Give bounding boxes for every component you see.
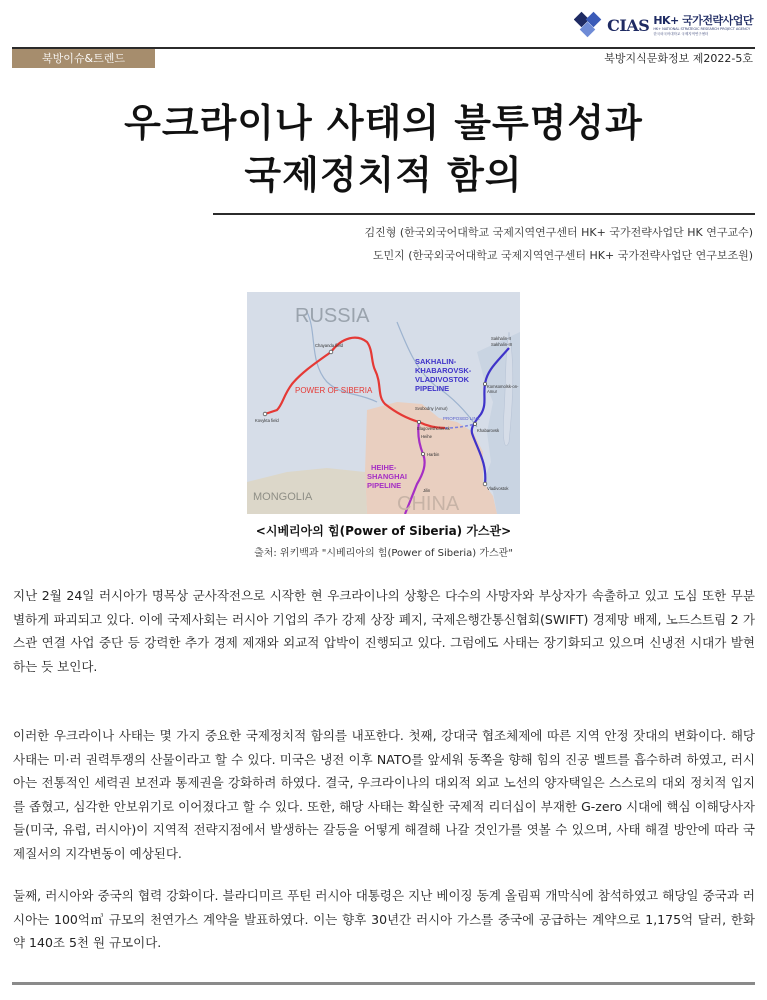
header-bar	[12, 47, 755, 68]
label-skv-4: PIPELINE	[415, 384, 450, 393]
figure-source: 출처: 위키백과 "시베리아의 힘(Power of Siberia) 가스관"	[254, 548, 513, 559]
author-1: 김진형 (한국외국어대학교 국제지역연구센터 HK+ 국가전략사업단 HK 연구교수)	[364, 226, 753, 239]
label-hs-3: PIPELINE	[367, 481, 402, 490]
figure-caption: <시베리아의 힘(Power of Siberia) 가스관>	[255, 524, 512, 538]
label-skv-2: KHABAROVSK-	[415, 366, 472, 375]
logo-cias-text: CIAS	[607, 15, 650, 35]
logo-sub-1: HK+ NATIONAL STRATEGIC RESEARCH PROJECT AGENCY	[653, 26, 751, 31]
label-svobodny: Svobodny (Amur)	[415, 406, 448, 411]
label-sakhalin-1: Sakhalin-II	[491, 336, 511, 341]
logo-sub-2: 한국외국어대학교 국제지역연구센터	[653, 31, 709, 36]
logo-hk-text: HK+ 국가전략사업단	[653, 13, 753, 27]
title-divider	[213, 213, 755, 215]
label-jilin: Jilin	[423, 488, 431, 493]
label-hs-1: HEIHE-	[371, 463, 397, 472]
label-mongolia: MONGOLIA	[253, 491, 313, 503]
label-sakhalin-2: Sakhalin-III	[491, 342, 512, 347]
label-russia: RUSSIA	[295, 305, 370, 327]
chayanda-point	[329, 350, 333, 354]
label-blagoveshchensk: Blagoveshchensk	[417, 426, 450, 431]
label-chayanda: Chayanda field	[315, 343, 343, 348]
label-komsomolsk-2: Amur	[487, 389, 498, 394]
label-kovykta: Kovykta field	[255, 418, 279, 423]
body-paragraph-2: 이러한 우크라이나 사태는 몇 가지 중요한 국제정치적 함의를 내포한다. 첫째, 강대국 협조체제에 따른 지역 안정 잣대의 변화이다. 해당 사태는 미·러 권력투쟁의 산물이라고 할 수 있다. 미국은 냉전 이후 NATO를 앞세워 동쪽을 향해 힘의 진공 벨트를 흡수하려 하였고, 러시아는 전통적인 세력권 보전과 통제권을 강화하려 하였다. 결국, 우크라이나의 대외적 외교 노선의 양자택일은 스스로의 대외 정치적 입지를 좁혔고, 심각한 안보위기로 이어졌다고 할 수 있다. 또한, 해당 사태는 확실한 국제적 리더십이 부재한 G-zero 시대에 핵심 이해당사자들(미국, 유럽, 러시아)이 지역적 전략지점에서 발생하는 갈등을 어떻게 해결해 나갈 것인가를 엿볼 수 있으며, 사태 해결 방안에 따라 국제질서의 지각변동이 예상된다.	[13, 728, 755, 861]
footer-divider	[12, 982, 755, 985]
pipeline-map	[247, 292, 520, 514]
label-khabarovsk: Khabarovsk	[477, 428, 500, 433]
label-power-of-siberia: POWER OF SIBERIA	[295, 386, 373, 395]
issue-number: 북방지식문화정보 제2022-5호	[604, 52, 753, 65]
page-title-line-2: 국제정치적 함의	[244, 153, 523, 197]
cias-emblem-icon	[574, 10, 604, 40]
label-china: CHINA	[397, 493, 460, 514]
section-tag: 북방이슈&트렌드	[12, 49, 155, 68]
khabarovsk-point	[473, 422, 476, 425]
body-paragraph-3: 둘째, 러시아와 중국의 협력 강화이다. 블라디미르 푸틴 러시아 대통령은 지난 베이징 동계 올림픽 개막식에 참석하였고 해당일 중국과 러시아는 100억㎥ 규모의 천연가스 계약을 발표하였다. 이는 향후 30년간 러시아 가스를 중국에 공급하는 계약으로 1,175억 달러, 한화 약 140조 5천 원 규모이다.	[13, 888, 755, 950]
blagoveshchensk-point	[417, 420, 420, 423]
label-proposed-link: PROPOSED LINK	[443, 416, 480, 421]
body-paragraph-1: 지난 2월 24일 러시아가 명목상 군사작전으로 시작한 현 우크라이나의 상황은 다수의 사망자와 부상자가 속출하고 있고 도심 또한 무분별하게 파괴되고 있다. 이에 국제사회는 러시아 기업의 주가 강제 상장 폐지, 국제은행간통신협회(SWIFT) 경제망 배제, 노드스트림 2 가스관 연결 사업 중단 등 강력한 추가 경제 제재와 외교적 압박이 진행되고 있다. 그럼에도 사태는 장기화되고 있으며 신냉전 시대가 발현하는 듯 보인다.	[13, 588, 755, 674]
kovykta-point	[263, 412, 267, 416]
label-komsomolsk-1: Komsomolsk-on-	[487, 384, 519, 389]
label-heihe: Heihe	[421, 434, 432, 439]
label-skv-3: VLADIVOSTOK	[415, 375, 470, 384]
label-vladivostok: Vladivostok	[487, 486, 509, 491]
label-skv-1: SAKHALIN-	[415, 357, 457, 366]
label-harbin: Harbin	[427, 452, 440, 457]
author-2: 도민지 (한국외국어대학교 국제지역연구센터 HK+ 국가전략사업단 연구보조원)	[372, 249, 753, 262]
cias-logo	[574, 8, 753, 42]
page-title-line-1: 우크라이나 사태의 불투명성과	[124, 101, 643, 145]
harbin-point	[421, 452, 424, 455]
label-hs-2: SHANGHAI	[367, 472, 408, 481]
